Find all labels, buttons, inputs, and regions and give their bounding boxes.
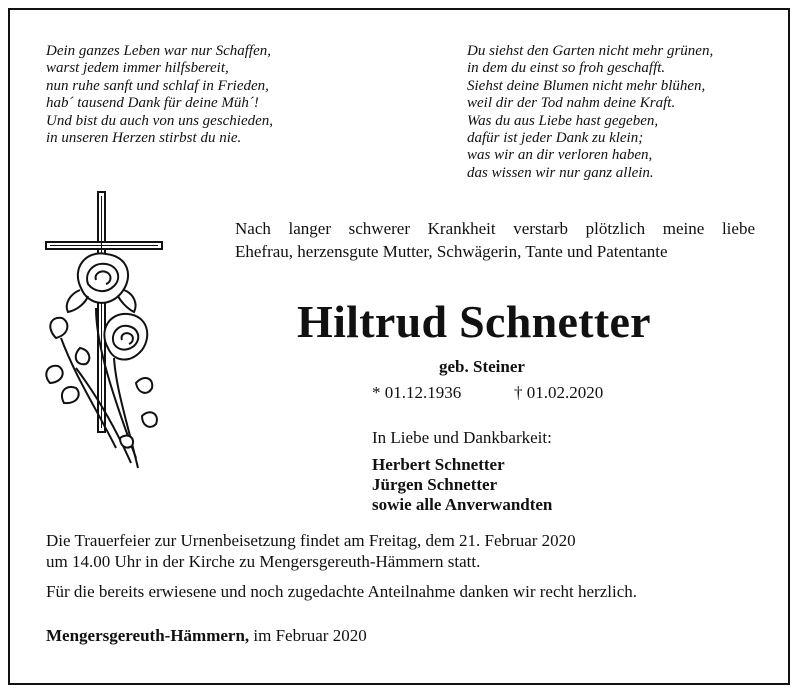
deceased-name: Hiltrud Schnetter bbox=[297, 296, 651, 347]
funeral-line: um 14.00 Uhr in der Kirche zu Mengersgereuth-Hämmern statt. bbox=[46, 552, 481, 571]
mourner: Herbert Schnetter bbox=[372, 455, 505, 474]
poem-line: was wir an dir verloren haben, bbox=[467, 147, 653, 164]
mourner: Jürgen Schnetter bbox=[372, 475, 498, 494]
birth-date: * 01.12.1936 bbox=[372, 383, 462, 402]
poem-line: nun ruhe sanft und schlaf in Frieden, bbox=[46, 77, 269, 94]
poem-line: Was du aus Liebe hast gegeben, bbox=[467, 112, 659, 129]
intro-line: Nach langer schwerer Krankheit verstarb plötzlich meine liebe bbox=[235, 219, 755, 238]
poem-line: Siehst deine Blumen nicht mehr blühen, bbox=[467, 77, 706, 94]
gratitude-line: In Liebe und Dankbarkeit: bbox=[372, 428, 552, 447]
mourners-list bbox=[372, 455, 552, 515]
intro-text bbox=[235, 217, 755, 263]
poem-line: in unseren Herzen stirbst du nie. bbox=[46, 130, 242, 147]
cross-with-roses-icon bbox=[36, 188, 166, 488]
place-town: Mengersgereuth-Hämmern, bbox=[46, 626, 250, 645]
poem-line: hab´ tausend Dank für deine Müh´! bbox=[46, 95, 259, 112]
maiden-name: geb. Steiner bbox=[439, 357, 525, 376]
poem-right bbox=[467, 43, 713, 182]
place-date bbox=[46, 626, 367, 646]
place-date-text: im Februar 2020 bbox=[253, 626, 367, 645]
poem-line: weil dir der Tod nahm deine Kraft. bbox=[467, 95, 676, 112]
death-date: † 01.02.2020 bbox=[514, 383, 604, 402]
poem-line: Dein ganzes Leben war nur Schaffen, bbox=[46, 43, 271, 59]
poem-left bbox=[46, 43, 273, 147]
mourner: sowie alle Anverwandten bbox=[372, 495, 553, 514]
poem-line: Du siehst den Garten nicht mehr grünen, bbox=[467, 43, 714, 59]
poem-line: warst jedem immer hilfsbereit, bbox=[46, 60, 229, 77]
thanks-line: Für die bereits erwiesene und noch zugedachte Anteilnahme danken wir recht herzlich. bbox=[46, 582, 637, 601]
poem-line: in dem du einst so froh geschafft. bbox=[467, 60, 666, 77]
intro-line: Ehefrau, herzensgute Mutter, Schwägerin, Tante und Patentante bbox=[235, 242, 668, 261]
poem-line: dafür ist jeder Dank zu klein; bbox=[467, 130, 644, 147]
funeral-line: Die Trauerfeier zur Urnenbeisetzung findet am Freitag, dem 21. Februar 2020 bbox=[46, 531, 576, 550]
poem-line: Und bist du auch von uns geschieden, bbox=[46, 112, 274, 129]
funeral-info bbox=[46, 530, 576, 572]
poem-line: das wissen wir nur ganz allein. bbox=[467, 164, 654, 181]
